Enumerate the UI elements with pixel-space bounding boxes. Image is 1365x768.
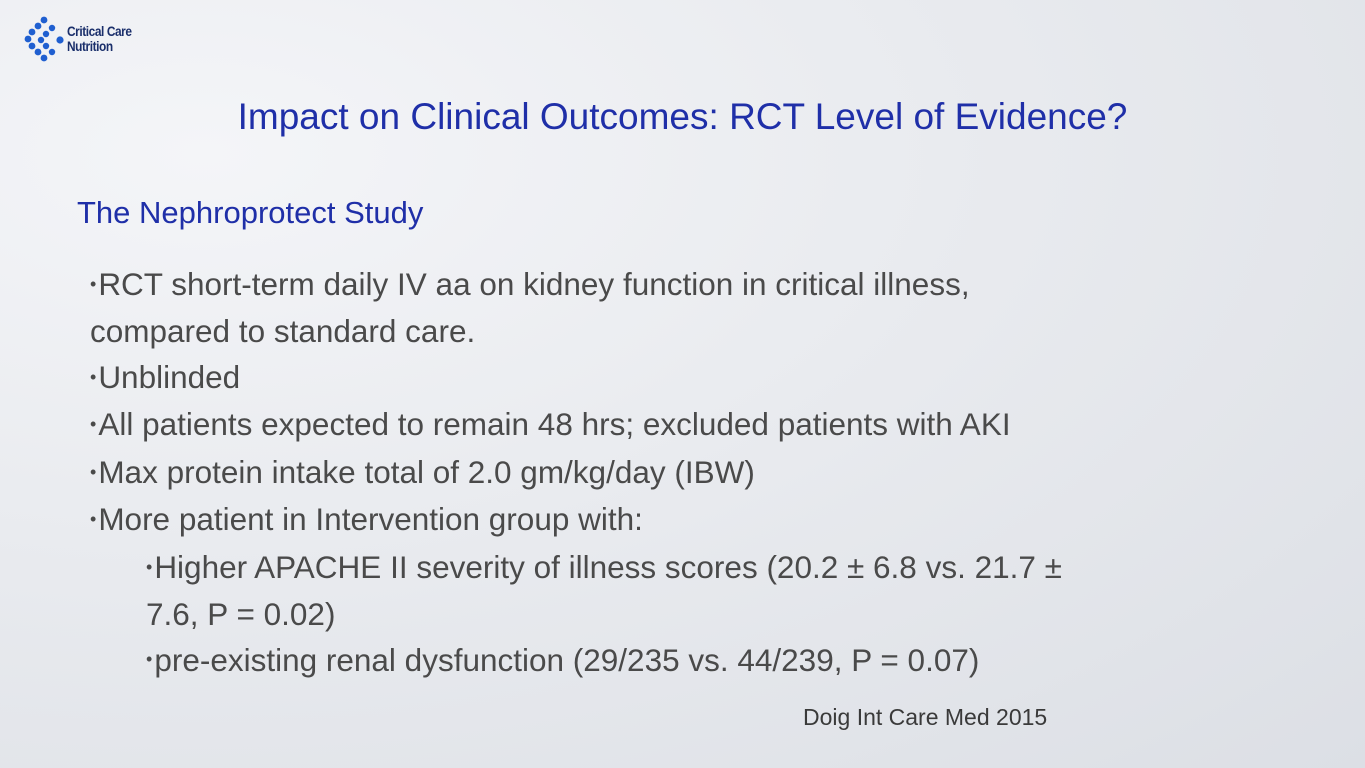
slide-title: Impact on Clinical Outcomes: RCT Level of Evidence? — [237, 96, 1128, 137]
bullet-item — [90, 497, 1290, 544]
bullet-item — [90, 355, 1290, 402]
slide-subtitle: The Nephroprotect Study — [77, 195, 424, 230]
bullet-list — [90, 262, 1290, 685]
logo-line-2: Nutrition — [67, 38, 113, 54]
bullet-item-continuation — [90, 309, 1290, 355]
bullet-dot: • — [90, 509, 97, 530]
bullet-text: compared to standard care. — [90, 313, 476, 350]
bullet-item — [90, 450, 1290, 497]
sub-bullet-item-continuation — [90, 592, 1290, 638]
bullet-dot: • — [90, 366, 97, 387]
bullet-text: Higher APACHE II severity of illness scores (20.2 ± 6.8 vs. 21.7 ± — [154, 548, 1062, 585]
bullet-dot: • — [90, 414, 97, 435]
sub-bullet-item — [90, 638, 1290, 685]
bullet-text: More patient in Intervention group with: — [98, 501, 643, 538]
logo-line-1: Critical Care — [67, 23, 132, 39]
bullet-text: RCT short-term daily IV aa on kidney function in critical illness, — [98, 266, 970, 302]
bullet-text: 7.6, P = 0.02) — [146, 596, 336, 633]
bullet-item — [90, 402, 1290, 449]
bullet-text: Max protein intake total of 2.0 gm/kg/day (IBW) — [98, 453, 755, 490]
bullet-item — [90, 262, 1290, 309]
sub-bullet-item — [90, 545, 1290, 592]
bullet-text: Unblinded — [98, 358, 241, 395]
logo-wordmark — [67, 24, 132, 54]
bullet-dot: • — [90, 273, 97, 294]
bullet-dot: • — [146, 649, 153, 670]
bullet-text: All patients expected to remain 48 hrs; excluded patients with AKI — [98, 406, 1011, 443]
chevron-dots-logo-icon — [24, 16, 66, 66]
bullet-text: pre-existing renal dysfunction (29/235 vs. 44/239, P = 0.07) — [154, 641, 980, 678]
critical-care-nutrition-logo — [24, 16, 144, 66]
bullet-dot: • — [146, 556, 153, 577]
citation: Doig Int Care Med 2015 — [803, 704, 1048, 730]
bullet-dot: • — [90, 461, 97, 482]
